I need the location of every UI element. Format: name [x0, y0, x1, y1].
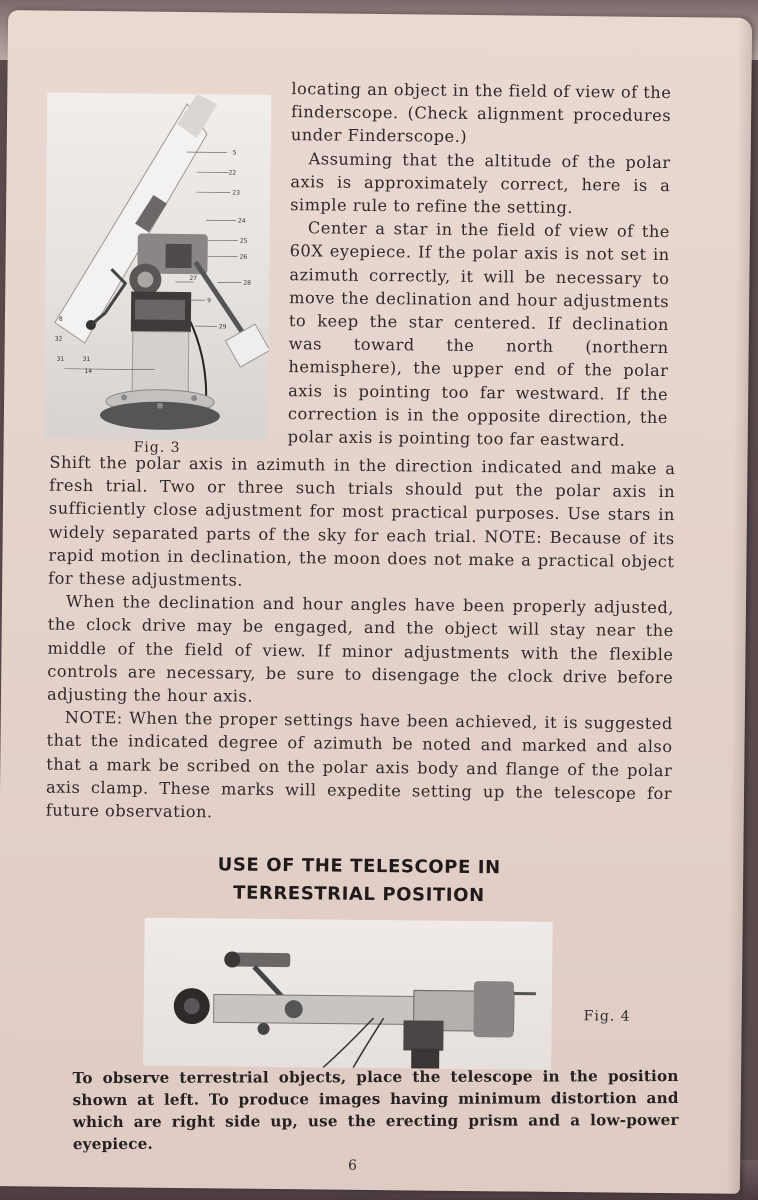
section-heading-line-2: TERRESTRIAL POSITION [233, 882, 485, 907]
callout-27: 27 [189, 275, 198, 283]
callout-5: 5 [232, 149, 237, 157]
paragraph: Shift the polar axis in azimuth in the direction indicated and make a fresh trial. Two or three such trials should put the polar axis in sufficiently close adjustment for most practical purposes. Use stars in widely separated parts of the sky for each trial. NOTE: Because of its rapid motion in declination, the moon does not make a practical object for these adjustments. [48, 452, 676, 590]
callout-26: 26 [239, 253, 248, 261]
figure-3-caption: Fig. 3 [133, 439, 181, 456]
bottom-paragraph [73, 1065, 679, 1155]
paragraph: Center a star in the field of view of the 60X eyepiece. If the polar axis is not set in azimuth correctly, it will be necessary to move the declination and hour adjustments to keep the star centered. If declination was toward the north (northern hemisphere), the upper end of the polar axis is pointing too far westward. If the correction is in the opposite direction, the polar axis is pointing too far eastward. [287, 218, 670, 450]
callout-28: 28 [243, 279, 252, 287]
full-width-text [46, 451, 676, 829]
callout-29: 29 [218, 323, 227, 331]
callout-14: 14 [84, 367, 93, 376]
paragraph: NOTE: When the proper settings have been achieved, it is suggested that the indicated degree of azimuth be noted and marked and also that a mark be scribed on the polar axis body and flange of the polar axis clamp. These marks will expedite setting up the telescope for future observation. [45, 708, 673, 822]
manual-page [0, 10, 752, 1194]
paragraph: locating an object in the field of view of the finderscope. (Check alignment procedures under Finderscope.) [290, 79, 672, 147]
paragraph: To observe terrestrial objects, place the telescope in the position shown at left. To produce images having minimum distortion and which are right side up, use the erecting prism and a low-power eyepiece. [72, 1066, 679, 1154]
callout-9: 9 [207, 297, 212, 305]
telescope-terrestrial-illustration [143, 918, 553, 1070]
paragraph: When the declination and hour angles have been properly adjusted, the clock drive may be engaged, and the object will stay near the middle of the field of view. If minor adjustments with the flexible controls are necessary, be sure to disengage the clock drive before adjusting the hour axis. [46, 591, 675, 706]
telescope-mount-illustration [44, 93, 272, 441]
page-edge-shadow [726, 18, 752, 1194]
section-heading-line-1: USE OF THE TELESCOPE IN [217, 854, 501, 879]
paragraph: Assuming that the altitude of the polar axis is approximately correct, here is a simple rule to refine the setting. [290, 148, 671, 218]
callout-32: 32 [54, 335, 63, 343]
callout-25: 25 [239, 237, 248, 245]
figure-3-photo [44, 93, 272, 441]
figure-4-caption: Fig. 4 [583, 1008, 631, 1025]
right-column-text [288, 77, 672, 452]
callout-31a: 31 [56, 355, 65, 363]
page-number: 6 [348, 1157, 358, 1174]
callout-22: 22 [228, 169, 237, 177]
figure-4-photo [143, 918, 553, 1070]
callout-23: 23 [232, 189, 240, 197]
callout-24: 24 [237, 217, 246, 225]
callout-8: 8 [58, 315, 63, 323]
callout-31b: 31 [82, 355, 91, 364]
